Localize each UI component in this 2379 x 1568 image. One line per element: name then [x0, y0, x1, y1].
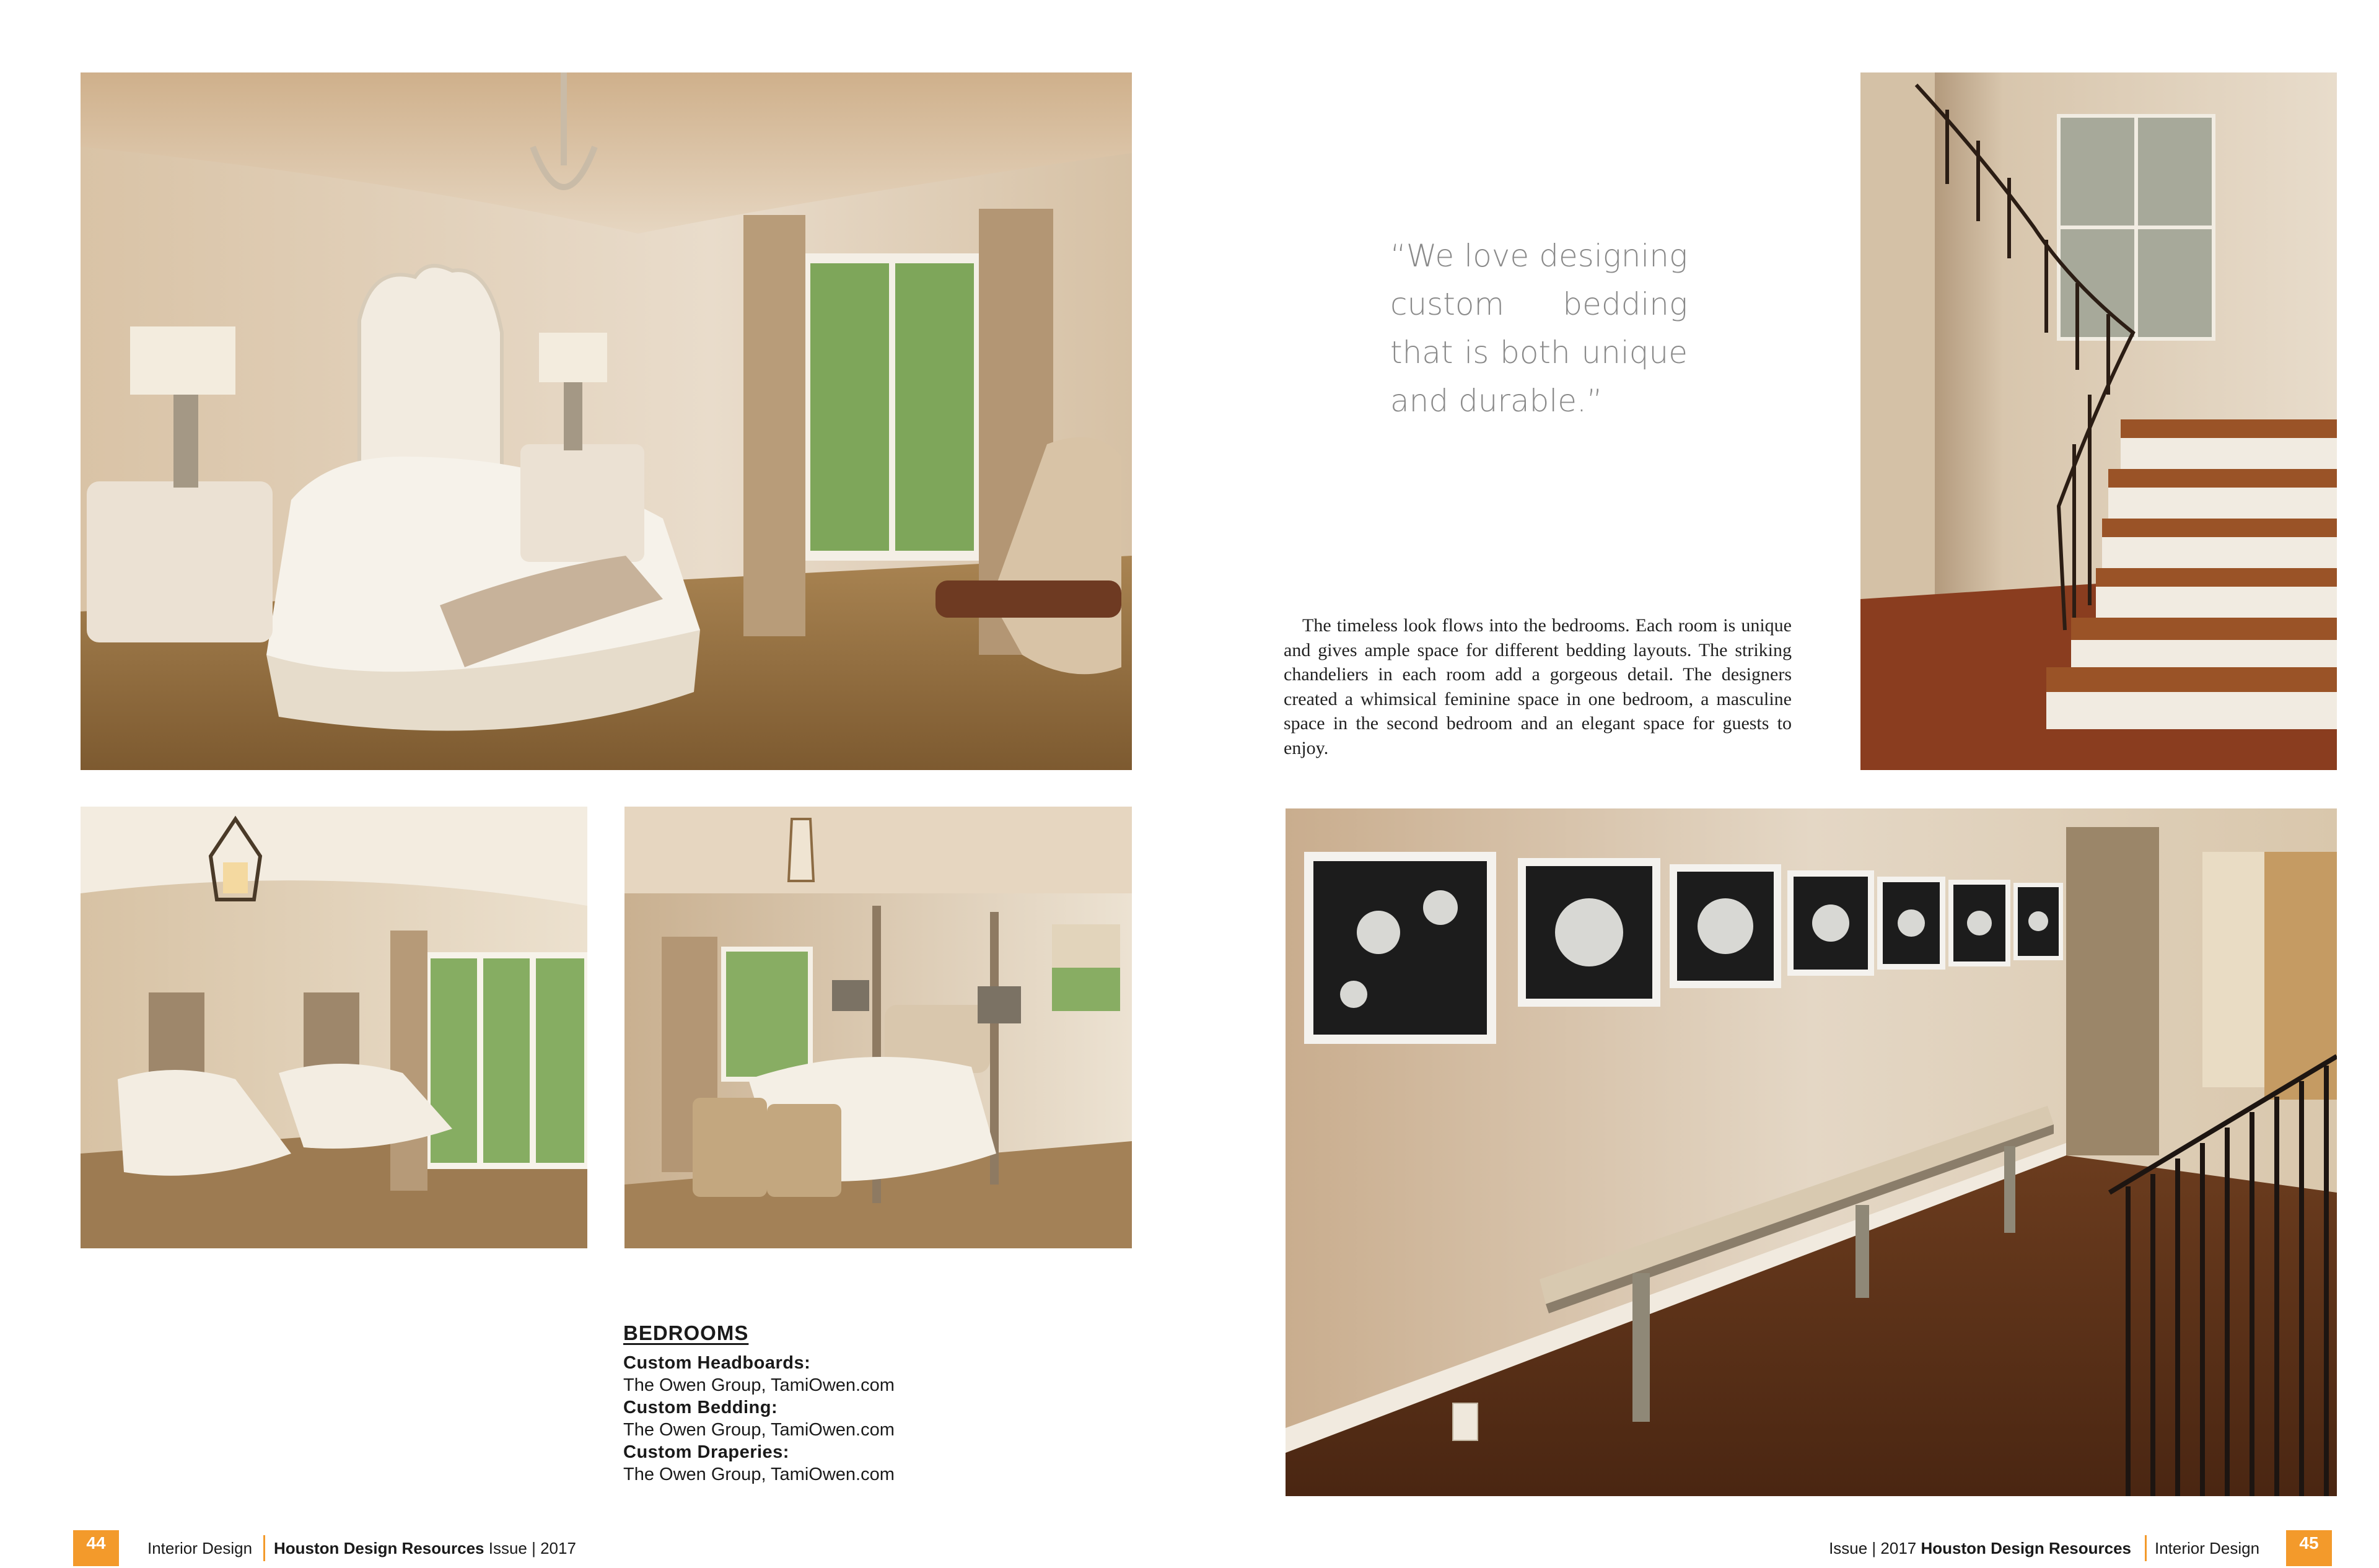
footer-left-publication-line	[274, 1530, 576, 1566]
credits-block	[623, 1321, 1007, 1486]
photo-hallway-bench	[1286, 808, 2337, 1496]
photo-main-bedroom	[81, 72, 1132, 770]
footer-right-issue: Issue | 2017	[1829, 1539, 1917, 1557]
page-number-right: 45	[2286, 1530, 2332, 1566]
credit-value-draperies: The Owen Group, TamiOwen.com	[623, 1465, 895, 1484]
credit-value-headboards: The Owen Group, TamiOwen.com	[623, 1375, 895, 1395]
footer-left-section: Interior Design	[147, 1539, 253, 1557]
footer-left-divider	[263, 1535, 265, 1561]
credit-label-headboards: Custom Headboards:	[623, 1353, 811, 1373]
page-number-left: 44	[73, 1530, 119, 1566]
footer-right-divider	[2145, 1535, 2147, 1561]
credit-label-draperies: Custom Draperies:	[623, 1442, 789, 1462]
photo-guest-bedroom	[624, 807, 1132, 1248]
credits-heading: BEDROOMS	[623, 1321, 749, 1344]
footer-left-issue: Issue | 2017	[488, 1539, 576, 1557]
pull-quote: “We love designing custom bedding that is both unique and durable.”	[1390, 238, 1688, 419]
footer-right-section: Interior Design	[2155, 1539, 2260, 1557]
footer-left-publication: Houston Design Resources	[274, 1539, 484, 1557]
photo-twin-bedroom	[81, 807, 587, 1248]
footer-right-publication-line	[1829, 1530, 2131, 1566]
credit-label-bedding: Custom Bedding:	[623, 1398, 778, 1417]
article-body: The timeless look flows into the bedrooms. Each room is unique and gives ample space for different bedding layouts. The striking chandeliers in each room add a gorgeous detail. The designers created a whimsical feminine space in one bedroom, a masculine space in the second bedroom and an elegant space for guests to enjoy.	[1284, 615, 1792, 758]
credit-value-bedding: The Owen Group, TamiOwen.com	[623, 1420, 895, 1440]
footer-right-publication: Houston Design Resources	[1921, 1539, 2131, 1557]
photo-staircase	[1860, 72, 2337, 770]
